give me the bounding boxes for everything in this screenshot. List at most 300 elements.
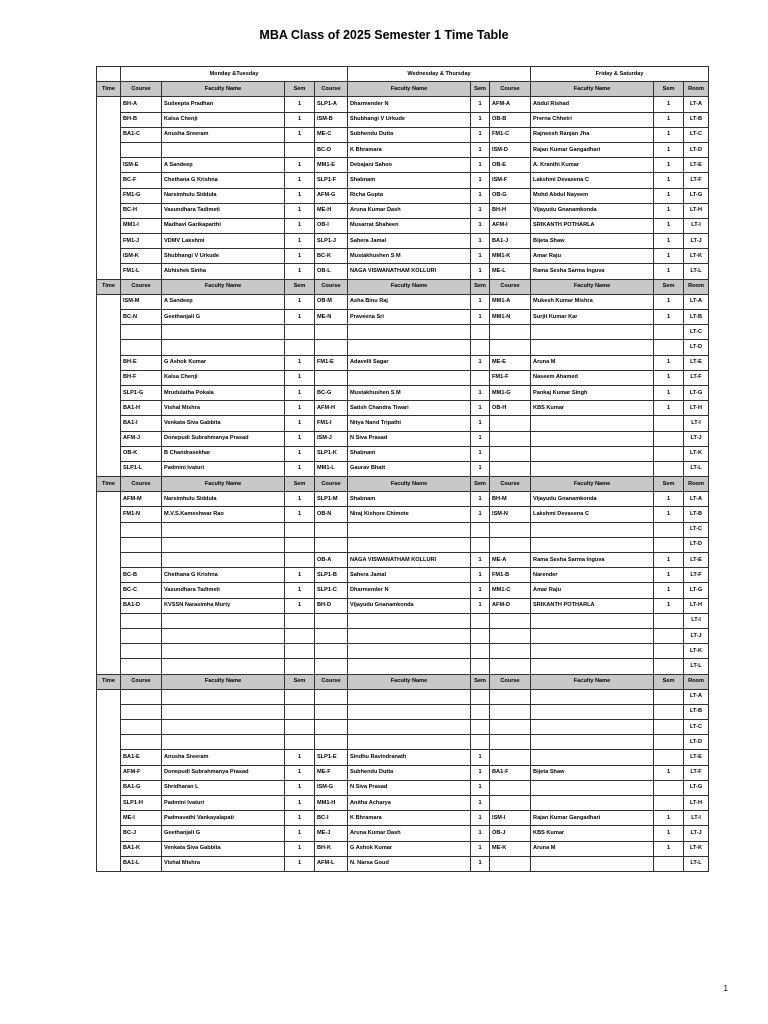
sem-cell bbox=[285, 537, 315, 552]
faculty-cell bbox=[162, 537, 285, 552]
hdr-faculty: Faculty Name bbox=[531, 674, 654, 689]
sem-cell: 1 bbox=[471, 568, 490, 583]
table-row bbox=[97, 188, 709, 203]
course-cell bbox=[121, 659, 162, 674]
course-cell: BC-B bbox=[121, 568, 162, 583]
room-cell: LT-I bbox=[684, 416, 709, 431]
room-cell: LT-E bbox=[684, 355, 709, 370]
sem-cell: 1 bbox=[285, 355, 315, 370]
course-cell: SLP1-F bbox=[315, 173, 348, 188]
page-number: 1 bbox=[723, 984, 728, 993]
room-cell: LT-H bbox=[684, 598, 709, 613]
room-cell: LT-E bbox=[684, 158, 709, 173]
sem-cell bbox=[654, 613, 684, 628]
table-row bbox=[97, 689, 709, 704]
time-slot-cell bbox=[97, 689, 121, 871]
sem-cell bbox=[654, 340, 684, 355]
sem-cell: 1 bbox=[285, 492, 315, 507]
faculty-cell: Vishal Mishra bbox=[162, 401, 285, 416]
faculty-cell bbox=[348, 720, 471, 735]
sem-cell: 1 bbox=[285, 811, 315, 826]
sem-cell: 1 bbox=[654, 385, 684, 400]
course-cell: MM1-E bbox=[315, 158, 348, 173]
faculty-cell: B Chandrasekhar bbox=[162, 446, 285, 461]
course-cell bbox=[315, 370, 348, 385]
course-cell bbox=[315, 340, 348, 355]
faculty-cell: Padmavathi Vankayalapati bbox=[162, 811, 285, 826]
hdr-course: Course bbox=[490, 477, 531, 492]
course-cell: AFM-A bbox=[490, 97, 531, 112]
sem-cell: 1 bbox=[654, 492, 684, 507]
sem-cell: 1 bbox=[654, 598, 684, 613]
faculty-cell: K Bhramara bbox=[348, 142, 471, 157]
course-cell: ME-H bbox=[315, 203, 348, 218]
column-header-row bbox=[97, 279, 709, 294]
hdr-sem: Sem bbox=[285, 279, 315, 294]
course-cell: FM1-G bbox=[121, 188, 162, 203]
faculty-cell bbox=[162, 644, 285, 659]
sem-cell bbox=[654, 628, 684, 643]
course-cell: SLP1-B bbox=[315, 568, 348, 583]
course-cell: ME-N bbox=[315, 310, 348, 325]
faculty-cell: Praveena Sri bbox=[348, 310, 471, 325]
course-cell bbox=[121, 537, 162, 552]
room-cell: LT-D bbox=[684, 537, 709, 552]
course-cell bbox=[315, 735, 348, 750]
faculty-cell bbox=[348, 704, 471, 719]
table-row bbox=[97, 340, 709, 355]
sem-cell: 1 bbox=[654, 218, 684, 233]
course-cell: ISM-D bbox=[490, 142, 531, 157]
hdr-course: Course bbox=[121, 279, 162, 294]
sem-cell: 1 bbox=[285, 401, 315, 416]
hdr-course: Course bbox=[490, 674, 531, 689]
course-cell: SLP1-H bbox=[121, 796, 162, 811]
sem-cell: 1 bbox=[654, 294, 684, 309]
faculty-cell: KBS Kumar bbox=[531, 401, 654, 416]
room-cell: LT-A bbox=[684, 689, 709, 704]
room-cell: LT-L bbox=[684, 264, 709, 279]
room-cell: LT-J bbox=[684, 826, 709, 841]
faculty-cell bbox=[348, 644, 471, 659]
sem-cell bbox=[471, 704, 490, 719]
faculty-cell: Anitha Acharya bbox=[348, 796, 471, 811]
room-cell: LT-D bbox=[684, 142, 709, 157]
table-row bbox=[97, 735, 709, 750]
room-cell: LT-F bbox=[684, 765, 709, 780]
hdr-room: Room bbox=[684, 477, 709, 492]
sem-cell: 1 bbox=[471, 841, 490, 856]
course-cell: MM1-A bbox=[490, 294, 531, 309]
course-cell: ISM-E bbox=[121, 158, 162, 173]
hdr-course: Course bbox=[121, 82, 162, 97]
room-cell: LT-L bbox=[684, 856, 709, 871]
course-cell: AFM-L bbox=[315, 856, 348, 871]
sem-cell: 1 bbox=[471, 856, 490, 871]
faculty-cell: Shridharan L bbox=[162, 780, 285, 795]
sem-cell: 1 bbox=[654, 234, 684, 249]
faculty-cell: Anusha Sreeram bbox=[162, 127, 285, 142]
faculty-cell: Aruna Kumar Dash bbox=[348, 203, 471, 218]
faculty-cell: NAGA VISWANATHAM KOLLURI bbox=[348, 264, 471, 279]
table-row bbox=[97, 431, 709, 446]
faculty-cell: Surjit Kumar Kar bbox=[531, 310, 654, 325]
faculty-cell: Shubhangi V Urkude bbox=[348, 112, 471, 127]
table-row bbox=[97, 127, 709, 142]
hdr-sem: Sem bbox=[285, 82, 315, 97]
sem-cell: 1 bbox=[471, 780, 490, 795]
sem-cell: 1 bbox=[471, 401, 490, 416]
course-cell bbox=[315, 613, 348, 628]
course-cell: ME-K bbox=[490, 841, 531, 856]
day-header-row bbox=[97, 67, 709, 82]
table-row bbox=[97, 203, 709, 218]
room-cell: LT-I bbox=[684, 811, 709, 826]
table-row bbox=[97, 720, 709, 735]
course-cell bbox=[490, 704, 531, 719]
sem-cell bbox=[471, 720, 490, 735]
sem-cell: 1 bbox=[654, 188, 684, 203]
faculty-cell bbox=[162, 142, 285, 157]
sem-cell: 1 bbox=[471, 264, 490, 279]
sem-cell: 1 bbox=[285, 188, 315, 203]
table-row bbox=[97, 249, 709, 264]
sem-cell bbox=[654, 704, 684, 719]
faculty-cell: N Siva Prasad bbox=[348, 431, 471, 446]
sem-cell bbox=[654, 750, 684, 765]
table-row bbox=[97, 416, 709, 431]
course-cell bbox=[490, 750, 531, 765]
room-cell: LT-J bbox=[684, 628, 709, 643]
page-title: MBA Class of 2025 Semester 1 Time Table bbox=[259, 28, 509, 42]
course-cell: OB-K bbox=[121, 446, 162, 461]
faculty-cell bbox=[531, 628, 654, 643]
timetable bbox=[96, 66, 709, 872]
hdr-faculty: Faculty Name bbox=[531, 477, 654, 492]
faculty-cell: Subhendu Dutta bbox=[348, 127, 471, 142]
room-cell: LT-D bbox=[684, 735, 709, 750]
column-header-row bbox=[97, 674, 709, 689]
faculty-cell: Richa Gupta bbox=[348, 188, 471, 203]
course-cell: OB-H bbox=[490, 401, 531, 416]
sem-cell: 1 bbox=[285, 127, 315, 142]
table-row bbox=[97, 385, 709, 400]
sem-cell bbox=[285, 142, 315, 157]
sem-cell: 1 bbox=[654, 355, 684, 370]
faculty-cell bbox=[162, 659, 285, 674]
table-row bbox=[97, 826, 709, 841]
sem-cell: 1 bbox=[285, 158, 315, 173]
room-cell: LT-K bbox=[684, 841, 709, 856]
sem-cell: 1 bbox=[654, 583, 684, 598]
course-cell: ISM-J bbox=[315, 431, 348, 446]
hdr-course: Course bbox=[121, 674, 162, 689]
course-cell: BA1-L bbox=[121, 856, 162, 871]
sem-cell: 1 bbox=[471, 112, 490, 127]
sem-cell: 1 bbox=[285, 461, 315, 476]
table-row bbox=[97, 659, 709, 674]
course-cell bbox=[490, 340, 531, 355]
faculty-cell bbox=[531, 796, 654, 811]
course-cell: SLP1-M bbox=[315, 492, 348, 507]
sem-cell: 1 bbox=[654, 97, 684, 112]
hdr-faculty: Faculty Name bbox=[348, 674, 471, 689]
course-cell bbox=[121, 522, 162, 537]
course-cell bbox=[490, 416, 531, 431]
sem-cell bbox=[654, 325, 684, 340]
hdr-course: Course bbox=[315, 82, 348, 97]
table-row bbox=[97, 97, 709, 112]
course-cell bbox=[490, 431, 531, 446]
course-cell: BA1-G bbox=[121, 780, 162, 795]
faculty-cell bbox=[531, 537, 654, 552]
course-cell bbox=[490, 613, 531, 628]
hdr-room: Room bbox=[684, 279, 709, 294]
faculty-cell: Sahera Jamal bbox=[348, 234, 471, 249]
course-cell: BC-H bbox=[121, 203, 162, 218]
course-cell: FM1-C bbox=[490, 127, 531, 142]
faculty-cell: Vishal Mishra bbox=[162, 856, 285, 871]
sem-cell: 1 bbox=[285, 218, 315, 233]
sem-cell: 1 bbox=[471, 446, 490, 461]
course-cell bbox=[490, 325, 531, 340]
course-cell: BH-M bbox=[490, 492, 531, 507]
faculty-cell: Asha Binu Raj bbox=[348, 294, 471, 309]
faculty-cell: Donepudi Subrahmanya Prasad bbox=[162, 431, 285, 446]
sem-cell: 1 bbox=[285, 446, 315, 461]
course-cell bbox=[315, 522, 348, 537]
sem-cell: 1 bbox=[654, 203, 684, 218]
room-cell: LT-D bbox=[684, 340, 709, 355]
faculty-cell bbox=[348, 325, 471, 340]
sem-cell: 1 bbox=[471, 142, 490, 157]
course-cell: BC-K bbox=[315, 249, 348, 264]
faculty-cell: Mohd Abdul Nayeem bbox=[531, 188, 654, 203]
course-cell bbox=[490, 461, 531, 476]
table-row bbox=[97, 446, 709, 461]
course-cell: OB-A bbox=[315, 553, 348, 568]
course-cell: SLP1-C bbox=[315, 583, 348, 598]
sem-cell: 1 bbox=[471, 598, 490, 613]
table-row bbox=[97, 841, 709, 856]
sem-cell bbox=[285, 340, 315, 355]
faculty-cell: Kalsa Chenji bbox=[162, 370, 285, 385]
course-cell: BA1-I bbox=[121, 416, 162, 431]
course-cell: SLP1-G bbox=[121, 385, 162, 400]
sem-cell: 1 bbox=[471, 431, 490, 446]
faculty-cell: Anusha Sreeram bbox=[162, 750, 285, 765]
hdr-faculty: Faculty Name bbox=[348, 279, 471, 294]
room-cell: LT-K bbox=[684, 249, 709, 264]
sem-cell: 1 bbox=[285, 796, 315, 811]
faculty-cell bbox=[531, 720, 654, 735]
faculty-cell bbox=[348, 340, 471, 355]
sem-cell bbox=[285, 613, 315, 628]
table-row bbox=[97, 613, 709, 628]
course-cell: BC-F bbox=[121, 173, 162, 188]
sem-cell: 1 bbox=[285, 385, 315, 400]
course-cell: BC-C bbox=[121, 583, 162, 598]
room-cell: LT-E bbox=[684, 750, 709, 765]
course-cell bbox=[315, 325, 348, 340]
faculty-cell: Venkata Siva Gabbita bbox=[162, 841, 285, 856]
course-cell bbox=[490, 720, 531, 735]
hdr-sem: Sem bbox=[654, 82, 684, 97]
sem-cell: 1 bbox=[471, 583, 490, 598]
table-row bbox=[97, 142, 709, 157]
room-cell: LT-G bbox=[684, 188, 709, 203]
faculty-cell bbox=[531, 750, 654, 765]
course-cell: ISM-F bbox=[490, 173, 531, 188]
sem-cell bbox=[471, 628, 490, 643]
faculty-cell: Adavelli Sagar bbox=[348, 355, 471, 370]
course-cell bbox=[490, 644, 531, 659]
room-cell: LT-B bbox=[684, 310, 709, 325]
hdr-faculty: Faculty Name bbox=[162, 477, 285, 492]
faculty-cell bbox=[162, 628, 285, 643]
course-cell bbox=[315, 689, 348, 704]
course-cell: ISM-I bbox=[490, 811, 531, 826]
course-cell bbox=[490, 856, 531, 871]
table-row bbox=[97, 644, 709, 659]
course-cell: BA1-D bbox=[121, 598, 162, 613]
course-cell: AFM-F bbox=[121, 765, 162, 780]
sem-cell: 1 bbox=[471, 249, 490, 264]
faculty-cell: Amar Raju bbox=[531, 249, 654, 264]
room-cell: LT-G bbox=[684, 385, 709, 400]
faculty-cell bbox=[348, 628, 471, 643]
course-cell: SLP1-A bbox=[315, 97, 348, 112]
faculty-cell: Subhendu Dutta bbox=[348, 765, 471, 780]
faculty-cell: N Siva Prasad bbox=[348, 780, 471, 795]
hdr-room: Room bbox=[684, 82, 709, 97]
course-cell bbox=[315, 644, 348, 659]
faculty-cell: Amar Raju bbox=[531, 583, 654, 598]
sem-cell: 1 bbox=[285, 765, 315, 780]
faculty-cell bbox=[531, 325, 654, 340]
table-row bbox=[97, 310, 709, 325]
course-cell: FM1-E bbox=[315, 355, 348, 370]
course-cell: OB-N bbox=[315, 507, 348, 522]
faculty-cell: Lakshmi Devasena C bbox=[531, 507, 654, 522]
table-row bbox=[97, 507, 709, 522]
sem-cell: 1 bbox=[471, 158, 490, 173]
sem-cell: 1 bbox=[285, 294, 315, 309]
sem-cell: 1 bbox=[471, 294, 490, 309]
course-cell bbox=[490, 780, 531, 795]
table-row bbox=[97, 811, 709, 826]
faculty-cell: Narsimhulu Siddula bbox=[162, 188, 285, 203]
course-cell: ME-E bbox=[490, 355, 531, 370]
faculty-cell: Rama Sesha Sarma Inguva bbox=[531, 553, 654, 568]
faculty-cell: Mukesh Kumar Mishra bbox=[531, 294, 654, 309]
course-cell: OB-J bbox=[490, 826, 531, 841]
faculty-cell: Satish Chandra Tiwari bbox=[348, 401, 471, 416]
course-cell bbox=[121, 735, 162, 750]
sem-cell: 1 bbox=[654, 127, 684, 142]
faculty-cell: Rajan Kumar Gangadhari bbox=[531, 142, 654, 157]
course-cell: OB-I bbox=[315, 218, 348, 233]
faculty-cell: Naseem Ahamed bbox=[531, 370, 654, 385]
course-cell: BC-N bbox=[121, 310, 162, 325]
sem-cell: 1 bbox=[654, 370, 684, 385]
sem-cell bbox=[654, 659, 684, 674]
course-cell: SLP1-L bbox=[121, 461, 162, 476]
day-monday-tuesday: Monday &Tuesday bbox=[121, 67, 348, 82]
course-cell bbox=[121, 613, 162, 628]
room-cell: LT-K bbox=[684, 446, 709, 461]
course-cell: BH-D bbox=[315, 598, 348, 613]
sem-cell: 1 bbox=[285, 598, 315, 613]
sem-cell: 1 bbox=[654, 112, 684, 127]
faculty-cell: Chethana G Krishna bbox=[162, 173, 285, 188]
faculty-cell: Narender bbox=[531, 568, 654, 583]
course-cell: ME-C bbox=[315, 127, 348, 142]
room-cell: LT-I bbox=[684, 218, 709, 233]
faculty-cell bbox=[348, 537, 471, 552]
table-row bbox=[97, 568, 709, 583]
course-cell bbox=[490, 522, 531, 537]
table-row bbox=[97, 704, 709, 719]
room-cell: LT-A bbox=[684, 294, 709, 309]
room-cell: LT-H bbox=[684, 796, 709, 811]
room-cell: LT-G bbox=[684, 780, 709, 795]
faculty-cell: Abdul Rishad bbox=[531, 97, 654, 112]
faculty-cell: Shabnam bbox=[348, 173, 471, 188]
faculty-cell bbox=[348, 522, 471, 537]
sem-cell bbox=[654, 416, 684, 431]
faculty-cell: Madhavi Garikaparthi bbox=[162, 218, 285, 233]
faculty-cell: KVSSN Narasimha Murty bbox=[162, 598, 285, 613]
course-cell: BC-D bbox=[315, 142, 348, 157]
sem-cell: 1 bbox=[285, 97, 315, 112]
faculty-cell bbox=[162, 689, 285, 704]
course-cell: BA1-F bbox=[490, 765, 531, 780]
sem-cell bbox=[471, 325, 490, 340]
course-cell: BH-H bbox=[490, 203, 531, 218]
sem-cell bbox=[654, 720, 684, 735]
sem-cell bbox=[654, 689, 684, 704]
faculty-cell: Rajneesh Ranjan Jha bbox=[531, 127, 654, 142]
sem-cell: 1 bbox=[654, 142, 684, 157]
course-cell: ISM-G bbox=[315, 780, 348, 795]
faculty-cell bbox=[531, 780, 654, 795]
hdr-time: Time bbox=[97, 279, 121, 294]
faculty-cell: Lakshmi Devasena C bbox=[531, 173, 654, 188]
faculty-cell bbox=[531, 461, 654, 476]
course-cell bbox=[315, 659, 348, 674]
room-cell: LT-C bbox=[684, 127, 709, 142]
course-cell: BH-A bbox=[121, 97, 162, 112]
faculty-cell: Geethanjali G bbox=[162, 310, 285, 325]
faculty-cell bbox=[531, 522, 654, 537]
course-cell bbox=[490, 628, 531, 643]
hdr-faculty: Faculty Name bbox=[531, 279, 654, 294]
table-row bbox=[97, 796, 709, 811]
course-cell: MM1-C bbox=[490, 583, 531, 598]
sem-cell: 1 bbox=[654, 811, 684, 826]
course-cell: MM1-H bbox=[315, 796, 348, 811]
faculty-cell: Padmini Ivaturi bbox=[162, 796, 285, 811]
sem-cell bbox=[285, 553, 315, 568]
course-cell: AFM-I bbox=[490, 218, 531, 233]
course-cell: BH-E bbox=[121, 355, 162, 370]
hdr-room: Room bbox=[684, 674, 709, 689]
day-wednesday-thursday: Wednesday & Thursday bbox=[348, 67, 531, 82]
course-cell: ISM-K bbox=[121, 249, 162, 264]
faculty-cell: Donepudi Subrahmanya Prasad bbox=[162, 765, 285, 780]
sem-cell: 1 bbox=[471, 97, 490, 112]
